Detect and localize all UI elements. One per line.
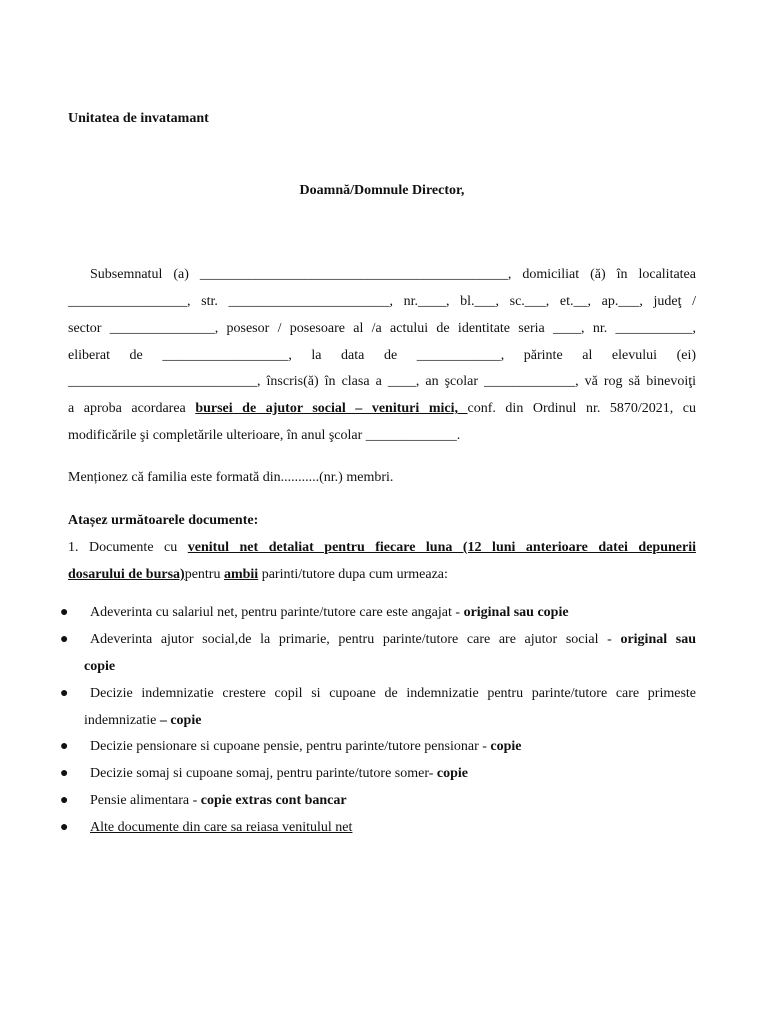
body-line-6-end: conf. din Ordinul nr. 5870/2021, cu (467, 401, 697, 416)
bullet-7: ● (60, 820, 69, 835)
bullet-6: ● (60, 793, 69, 808)
list-item-status: – copie (159, 713, 202, 728)
list-item-status: copie (436, 766, 468, 781)
school-unit-label: Unitatea de invatamant (68, 111, 209, 126)
body-line-2: _________________, str. _______________________, nr.____, bl.___, sc.___, et.__, ap.___, judeţ / (68, 294, 696, 309)
doc1-income-detail: venitul net detaliat pentru fiecare luna (12 luni anterioare datei depunerii (187, 540, 696, 555)
bullet-4: ● (60, 739, 69, 754)
body-line-7: modificările şi completările ulterioare, în anul şcolar _____________. (68, 428, 461, 443)
body-line-3: sector _______________, posesor / posesoare al /a actului de identitate seria ____, nr. ___________, (68, 321, 696, 336)
bullet-2: ● (60, 632, 69, 647)
body-line-6-start: a aproba acordarea (68, 401, 196, 416)
list-item-text: indemnizatie (84, 713, 160, 728)
list-item-text: Adeverinta ajutor social,de la primarie, pentru parinte/tutore care are ajutor social - (90, 632, 621, 647)
scholarship-type: bursei de ajutor social – venituri mici, (195, 401, 468, 416)
doc1-prefix: 1. Documente cu (68, 540, 188, 555)
salutation: Doamnă/Domnule Director, (299, 183, 465, 198)
list-item-continuation: copie (84, 659, 116, 674)
list-item-status: original sau (620, 632, 696, 647)
attachments-heading: Atașez următoarele documente: (68, 513, 259, 528)
body-line-6 (68, 400, 696, 418)
list-item (90, 604, 696, 622)
bullet-3: ● (60, 686, 69, 701)
list-item-text: Pensie alimentara - (90, 793, 201, 808)
doc1-dossier: dosarului de bursa) (68, 567, 185, 582)
family-members-line: Menționez că familia este formată din...........(nr.) membri. (68, 470, 394, 485)
list-item-status: copie extras cont bancar (200, 793, 347, 808)
doc1-rest: parinti/tutore dupa cum urmeaza: (258, 567, 448, 582)
body-line-1: Subsemnatul (a) ____________________________________________, domiciliat (ă) în localitatea (90, 267, 696, 282)
list-item (90, 792, 696, 810)
doc1-both: ambii (223, 567, 259, 582)
list-item (90, 685, 696, 703)
list-item (90, 765, 696, 783)
list-item-text: Decizie indemnizatie crestere copil si cupoane de indemnizatie pentru parinte/tutore care primeste (90, 686, 696, 701)
list-item-text: Adeverinta cu salariul net, pentru parinte/tutore care este angajat - (90, 605, 464, 620)
doc1-line-1 (68, 539, 696, 557)
doc1-line-2 (68, 566, 696, 584)
list-item-text: Decizie pensionare si cupoane pensie, pentru parinte/tutore pensionar - (90, 739, 491, 754)
list-item-status: copie (490, 739, 522, 754)
body-line-4: eliberat de __________________, la data de ____________, părinte al elevului (ei) (68, 348, 696, 363)
list-item (90, 631, 696, 649)
list-item-text: Alte documente din care sa reiasa venitulul net (90, 820, 353, 835)
body-line-5: ___________________________, înscris(ă) în clasa a ____, an şcolar _____________, vă rog să binevoiţi (68, 374, 696, 389)
list-item (90, 738, 696, 756)
list-item (90, 819, 696, 837)
list-item-continuation (84, 712, 201, 730)
list-item-text: Decizie somaj si cupoane somaj, pentru parinte/tutore somer- (90, 766, 437, 781)
bullet-1: ● (60, 605, 69, 620)
doc1-for: pentru (184, 567, 224, 582)
list-item-status: original sau copie (463, 605, 569, 620)
bullet-5: ● (60, 766, 69, 781)
